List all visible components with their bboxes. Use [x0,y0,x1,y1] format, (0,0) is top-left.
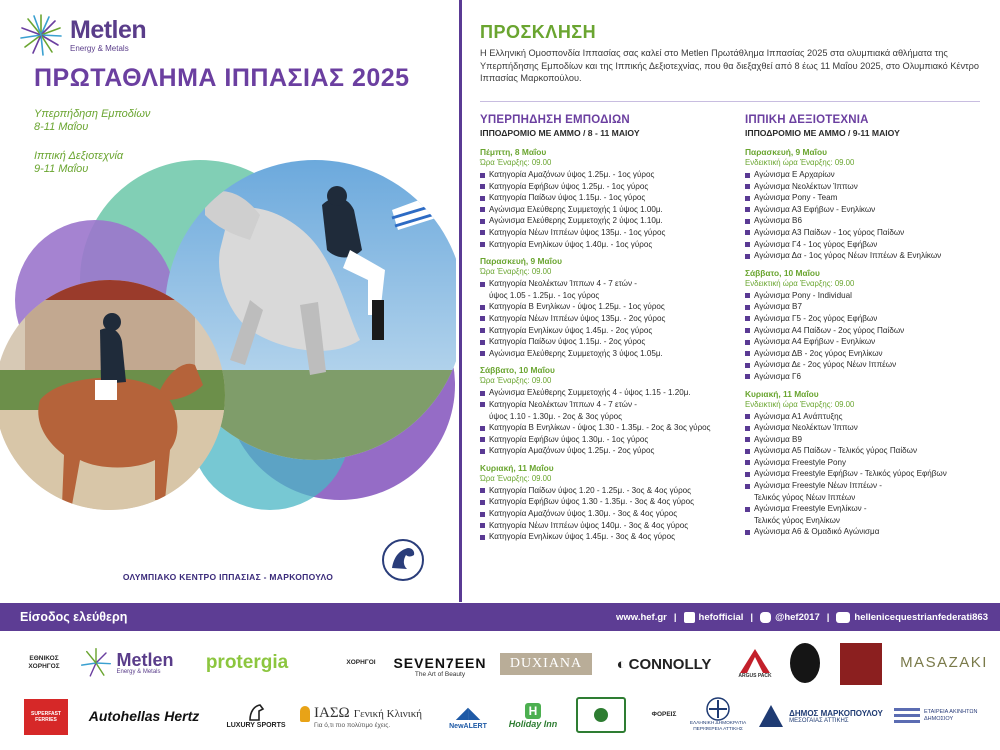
list-item: Αγώνισμα Γ6 [745,371,985,383]
event-jumping-name: Υπερπήδηση Εμποδίων [34,108,151,120]
seventeen-tagline: The Art of Beauty [414,670,466,678]
separator: | [750,611,754,623]
jumping-title: ΥΠΕΡΠΗΔΗΣΗ ΕΜΠΟΔΙΩΝ [480,114,630,126]
newalert-name: NewALERT [449,722,487,730]
invitation-text: Η Ελληνική Ομοσπονδία Ιππασίας σας καλεί στο Metlen Πρωτάθλημα Ιππασίας 2025 στα ολυμπιακά αθλήματα της Υπερπήδησης Εμποδίων και της Ιππικής Δεξιοτεχνίας, που θα διεξαχθεί από 8 έως 11 Μαΐου 2025, στο Ολυμπιακό Κέντρο Ιππασίας Μαρκοπούλου. [480,48,980,83]
footer-bar [0,603,1000,631]
dimos-sub: ΜΕΣΟΓΑΙΑΣ ΑΤΤΙΚΗΣ [789,717,849,724]
brand-name: Metlen [70,16,147,44]
horse-photo-collage [0,100,456,540]
dressage-day [745,268,985,383]
dressage-day [745,147,985,262]
list-item: Αγώνισμα Α1 Ανάπτυξης [745,411,985,423]
newalert-logo [446,699,490,735]
iaso-clinic: Γενική Κλινική [353,707,423,720]
etad-logo [892,701,988,731]
start-time: Ώρα Έναρξης: 09.00 [480,473,552,483]
start-time: Ώρα Έναρξης: 09.00 [480,158,552,167]
list-item: Αγώνισμα Pony - Individual [745,290,985,302]
luxury-sports-logo [218,695,294,735]
list-item: Κατηγορία Νέων Ιππέων ύψος 135μ. - 1ος γύρος [480,227,742,239]
metlen-starburst-icon [20,14,62,56]
list-item: Αγώνισμα Ελεύθερης Συμμετοχής 4 - ύψος 1.15 - 1.20μ. [480,387,742,399]
jumping-schedule [480,113,742,543]
horse-head-icon [246,702,266,722]
list-item: Αγώνισμα Α3 Παίδων - 1ος γύρος Παίδων [745,227,985,239]
start-time: Ώρα Έναρξης: 09.00 [480,267,552,277]
jumping-day [480,463,742,543]
list-item: Αγώνισμα Γ4 - 1ος γύρος Εφήβων [745,239,985,251]
separator: | [673,611,677,623]
list-item: Αγώνισμα Α4 Εφήβων - Ενηλίκων [745,336,985,348]
attica-region-name: ΕΛΛΗΝΙΚΗ ΔΗΜΟΚΡΑΤΙΑ ΠΕΡΙΦΕΡΕΙΑ ΑΤΤΙΚΗΣ [689,721,747,732]
greek-emblem-icon [706,697,730,721]
seventeen-name: SEVEN7EEN [393,654,487,671]
right-panel [475,0,985,602]
list-item: Κατηγορία Νεολέκτων Ίππων 4 - 7 ετών - [480,278,742,290]
holiday-inn-logo [502,695,564,737]
list-item: Αγώνισμα ΔΒ - 2ος γύρος Ενηλίκων [745,348,985,360]
website-link[interactable]: www.hef.gr [616,611,667,623]
list-item: Αγώνισμα Δα - 1ος γύρος Νέων Ιππέων & Ενηλίκων [745,250,985,262]
autohellas-logo: Autohellas Hertz [88,708,200,724]
holiday-inn-name: Holiday Inn [508,719,558,729]
event-jumping-dates: 8-11 Μαΐου [34,121,89,133]
instagram-link[interactable]: @hef2017 [775,611,820,623]
duxiana-logo: DUXIANA [500,653,592,675]
list-item: Κατηγορία Νεολέκτων Ίππων 4 - 7 ετών - [480,399,742,411]
day-heading: Κυριακή, 11 Μαΐου [480,462,554,473]
list-item: Κατηγορία Β Ενηλίκων - ύψος 1.25μ. - 1ος γύρος [480,301,742,313]
brand-emblem-icon [840,643,882,685]
list-item: Αγώνισμα Γ5 - 2ος γύρος Εφήβων [745,313,985,325]
argus-logo [734,645,776,683]
list-item: Αγώνισμα Freestyle Ενηλίκων - [745,503,985,515]
argus-name: ARGUS PACK [738,673,772,679]
list-item: Κατηγορία Παίδων ύψος 1.15μ. - 2ος γύρος [480,336,742,348]
etad-name: ΕΤΑΙΡΕΙΑ ΑΚΙΝΗΤΩΝ ΔΗΜΟΣΙΟΥ [924,709,978,722]
list-item: Κατηγορία Β Ενηλίκων - ύψος 1.30 - 1.35μ. - 2ος & 3ος γύρος [480,422,742,434]
list-item: Κατηγορία Αμαζόνων ύψος 1.30μ. - 3ος & 4ος γύρος [480,508,742,520]
luxury-sports-name: LUXURY SPORTS [226,721,286,729]
youtube-icon [836,612,850,623]
list-item: Αγώνισμα Pony - Team [745,192,985,204]
sponsors-strip [0,631,1000,750]
seventeen-logo [392,649,488,683]
connolly-logo [606,653,722,675]
list-item: Αγώνισμα Α5 Παίδων - Τελικός γύρος Παίδων [745,445,985,457]
protergia-logo: protergia [205,652,289,673]
sponsor-metlen-tagline: Energy & Metals [116,669,161,675]
dressage-subtitle: ΙΠΠΟΔΡΟΜΙΟ ΜΕ ΑΜΜΟ / 9-11 ΜΑΙΟΥ [745,128,900,138]
list-item: Αγώνισμα Freestyle Νέων Ιππέων - [745,480,985,492]
dimos-crest-icon [757,703,785,729]
list-item: Τελικός γύρος Νέων Ιππέων [754,492,856,502]
metlen-logo [20,14,146,56]
dressage-day [745,389,985,539]
list-item: ύψος 1.05 - 1.25μ. - 1ος γύρος [489,290,600,300]
youtube-link[interactable]: hellenicequestrianfederati863 [854,611,988,623]
etad-stripes-icon [894,706,920,726]
attica-region-logo [686,691,750,739]
venue-label: ΟΛΥΜΠΙΑΚΟ ΚΕΝΤΡΟ ΙΠΠΑΣΙΑΣ - ΜΑΡΚΟΠΟΥΛΟ [122,572,334,582]
list-item: ύψος 1.10 - 1.30μ. - 2ος & 3ος γύρος [489,411,623,421]
separator: | [826,611,830,623]
panel-divider [459,0,462,602]
facebook-link[interactable]: hefofficial [698,611,744,623]
iaso-figure-icon [300,706,310,722]
sponsor-metlen-name: Metlen [116,650,174,670]
metlen-starburst-icon [81,648,111,678]
list-item: Αγώνισμα Ελεύθερης Συμμετοχής 3 ύψος 1.05μ. [480,348,742,360]
adoni-logo-icon [790,643,820,683]
invitation-title: ΠΡΟΣΚΛΗΣΗ [480,22,597,42]
social-links [616,612,988,623]
list-item: Αγώνισμα Β6 [745,215,985,227]
list-item: Κατηγορία Παίδων ύψος 1.15μ. - 1ος γύρος [480,192,742,204]
list-item: Αγώνισμα Ελεύθερης Συμμετοχής 2 ύψος 1.10μ. [480,215,742,227]
list-item: Αγώνισμα Ελεύθερης Συμμετοχής 1 ύψος 1.00μ. [480,204,742,216]
list-item: Κατηγορία Αμαζόνων ύψος 1.25μ. - 1ος γύρος [480,169,742,181]
event-dressage-name: Ιππική Δεξιοτεχνία [34,150,124,162]
list-item: Τελικός γύρος Ενηλίκων [754,515,840,525]
list-item: Κατηγορία Ενηλίκων ύψος 1.45μ. - 2ος γύρος [480,325,742,337]
list-item: Αγώνισμα Νεολέκτων Ίππων [745,181,985,193]
list-item: Κατηγορία Ενηλίκων ύψος 1.40μ. - 1ος γύρος [480,239,742,251]
day-heading: Σάββατο, 10 Μαΐου [745,267,820,278]
start-time: Ενδεικτική ώρα Έναρξης: 09.00 [745,278,855,288]
free-entry-label: Είσοδος ελεύθερη [20,610,128,624]
bodies-label: ΦΟΡΕΙΣ [651,711,677,718]
list-item: Αγώνισμα Freestyle Pony [745,457,985,469]
newalert-mark-icon: ◢◣ [455,704,481,722]
dimos-name: ΔΗΜΟΣ ΜΑΡΚΟΠΟΥΛΟΥ [789,708,883,718]
list-item: Αγώνισμα Δε - 2ος γύρος Νέων Ιππέων [745,359,985,371]
argus-triangle-icon [740,649,770,673]
connolly-mark-icon: ◐ [616,655,626,673]
jumping-day [480,365,742,457]
masazaki-logo: MASAZAKI [900,653,988,671]
brand-tagline: Energy & Metals [70,44,129,53]
iaso-name: ΙΑΣΩ [314,705,350,721]
instagram-icon [760,612,771,623]
facebook-icon [684,612,695,623]
national-sponsor-label: ΕΘΝΙΚΟΣ ΧΟΡΗΓΟΣ [28,655,60,670]
list-item: Κατηγορία Νέων Ιππέων ύψος 135μ. - 2ος γύρος [480,313,742,325]
start-time: Ενδεικτική ώρα Έναρξης: 09.00 [745,158,855,167]
list-item: Αγώνισμα Β7 [745,301,985,313]
metlen-sponsor-logo [70,645,185,681]
dressage-title: ΙΠΠΙΚΗ ΔΕΞΙΟΤΕΧΝΙΑ [745,114,869,126]
start-time: Ώρα Έναρξης: 09.00 [480,376,552,386]
day-heading: Παρασκευή, 9 Μαΐου [480,256,562,267]
holiday-inn-h-icon: H [525,703,541,719]
list-item: Αγώνισμα Ε Αρχαρίων [745,169,985,181]
sponsors-label: ΧΟΡΗΓΟΙ [346,659,376,666]
list-item: Κατηγορία Εφήβων ύψος 1.30μ. - 1ος γύρος [480,434,742,446]
list-item: Αγώνισμα Νεολέκτων Ίππων [745,422,985,434]
list-item: Κατηγορία Παίδων ύψος 1.20 - 1.25μ. - 3ος & 4ος γύρος [480,485,742,497]
list-item: Κατηγορία Εφήβων ύψος 1.30 - 1.35μ. - 3ος & 4ος γύρος [480,496,742,508]
day-heading: Παρασκευή, 9 Μαΐου [745,147,827,157]
dressage-schedule [745,113,985,538]
list-item: Αγώνισμα Α6 & Ομαδικό Αγώνισμα [745,526,985,538]
page-title: ΠΡΩΤΑΘΛΗΜΑ ΙΠΠΑΣΙΑΣ 2025 [34,64,410,92]
connolly-name: CONNOLLY [628,655,712,673]
superfast-logo: SUPERFAST FERRIES [24,699,68,735]
foundation-logo-icon [576,697,626,733]
list-item: Αγώνισμα Α3 Εφήβων - Ενηλίκων [745,204,985,216]
jumping-day [480,147,742,250]
jumping-subtitle: ΙΠΠΟΔΡΟΜΙΟ ΜΕ ΑΜΜΟ / 8 - 11 ΜΑΙΟΥ [480,128,640,138]
list-item: Κατηγορία Εφήβων ύψος 1.25μ. - 1ος γύρος [480,181,742,193]
list-item: Κατηγορία Αμαζόνων ύψος 1.25μ. - 2ος γύρος [480,445,742,457]
day-heading: Πέμπτη, 8 Μαΐου [480,147,547,157]
day-heading: Κυριακή, 11 Μαΐου [745,388,819,399]
day-heading: Σάββατο, 10 Μαΐου [480,365,555,376]
iaso-tagline: Για ό,τι πιο πολύτιμο έχεις. [314,722,391,729]
event-dressage-dates: 9-11 Μαΐου [34,163,89,175]
left-panel [0,0,456,602]
invitation-separator [480,101,980,102]
jumping-day [480,256,742,359]
start-time: Ενδεικτική ώρα Έναρξης: 09.00 [745,399,855,409]
list-item: Κατηγορία Ενηλίκων ύψος 1.45μ. - 3ος & 4ος γύρος [480,531,742,543]
list-item: Αγώνισμα Freestyle Εφήβων - Τελικός γύρος Εφήβων [745,468,985,480]
dimos-markopoulou-logo [756,697,884,735]
iaso-logo [300,697,436,737]
list-item: Αγώνισμα Α4 Παίδων - 2ος γύρος Παίδων [745,325,985,337]
list-item: Αγώνισμα Β9 [745,434,985,446]
list-item: Κατηγορία Νέων Ιππέων ύψος 140μ. - 3ος & 4ος γύρος [480,520,742,532]
